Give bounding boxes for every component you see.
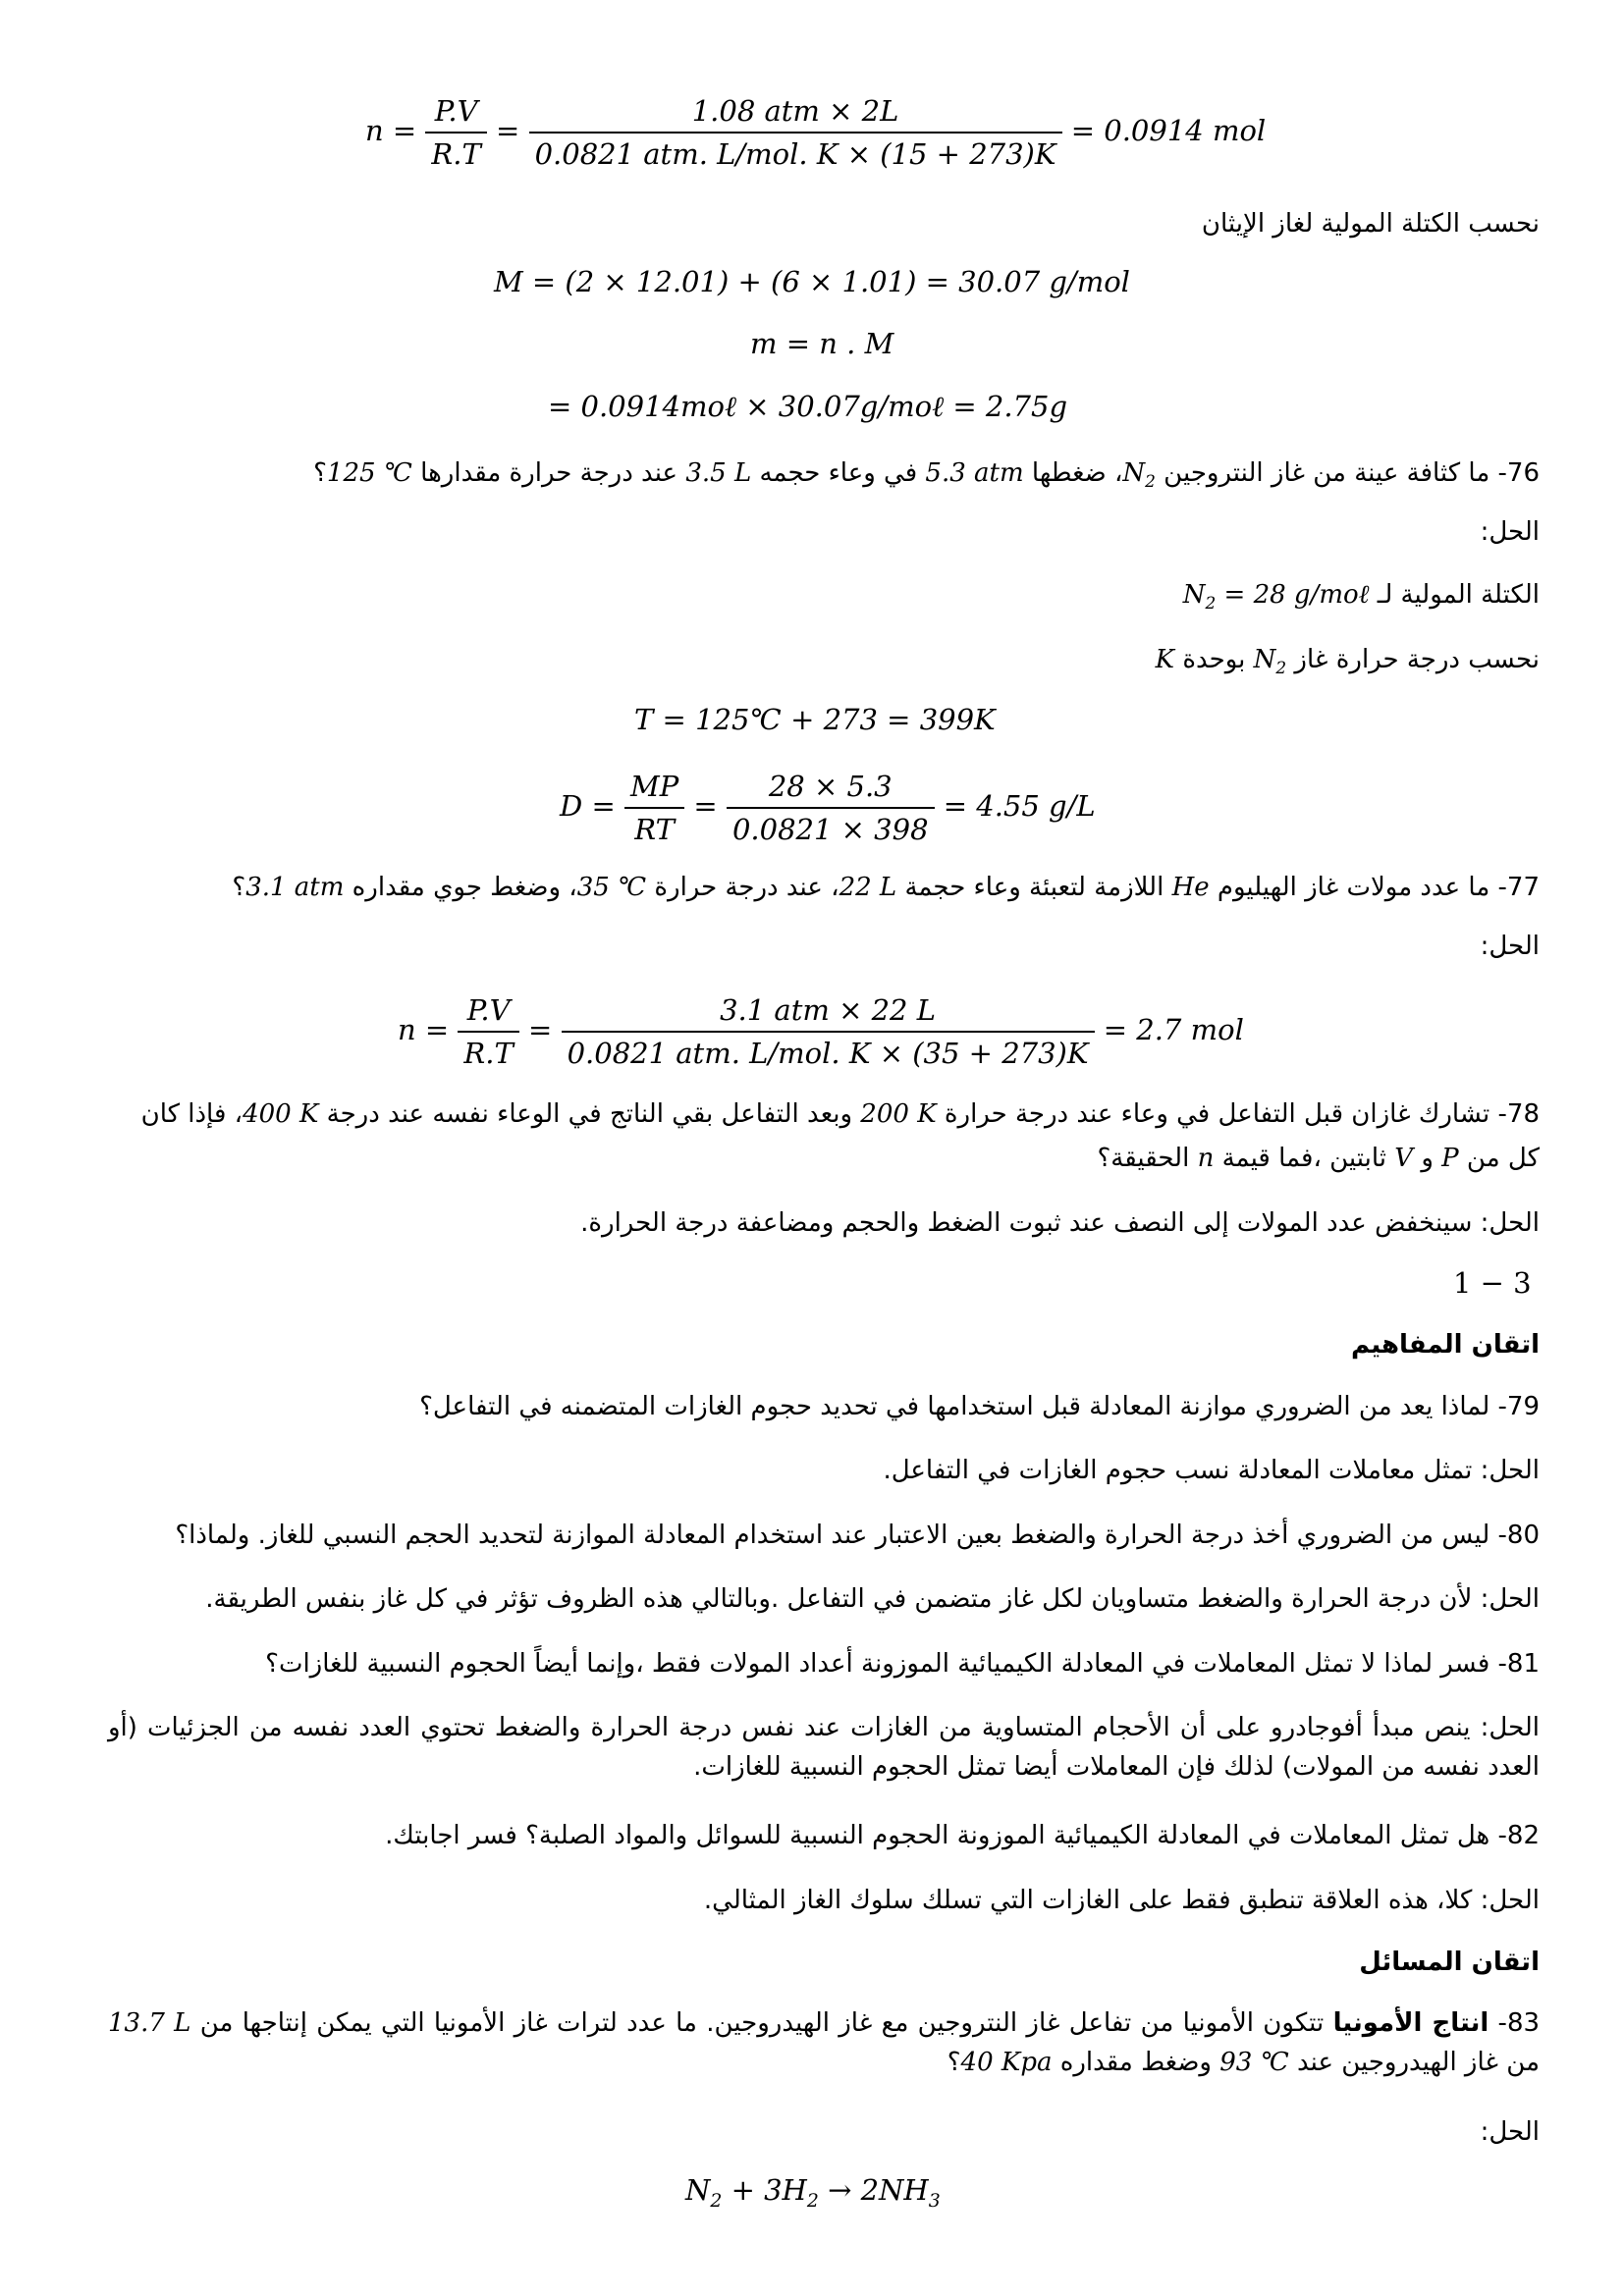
question-78-line1: 78- تشارك غازان قبل التفاعل في وعاء عند درجة حرارة 200 K وبعد التفاعل بقي الناتج في الوعاء نفسه عند درجة 400 K، فإذا كان (140, 1099, 1540, 1129)
question-83: 83- انتاج الأمونيا تتكون الأمونيا من تفاعل غاز النتروجين مع غاز الهيدروجين. ما عدد لترات غاز الأمونيا التي يمكن إنتاجها من 13.7 L من غاز الهيدروجين عند 93 ℃ وضغط مقداره 40 Kpa؟ (108, 2008, 1541, 2077)
equation-temperature: T = 125℃ + 273 = 399K (634, 703, 996, 736)
question-82: 82- هل تمثل المعاملات في المعادلة الكيميائية الموزونة الحجوم النسبية للسوائل والمواد الصلبة؟ فسر اجابتك. (385, 1821, 1540, 1850)
fraction-mp-rt: $\frac{MP}{RT}$ (624, 766, 684, 850)
equation-density: D = $\frac{MP}{RT}$ = $\frac{28 \times 5.3}{0.0821 \times 398}$ = 4.55 g/L (560, 766, 1096, 850)
fraction-values: $\frac{\text{1.08 atm × 2L}}{\text{0.0821 atm. L/mol. K × (15 + 273)K}}$ (529, 90, 1062, 175)
answer-78: الحل: سينخفض عدد المولات إلى النصف عند ثبوت الضغط والحجم ومضاعفة درجة الحرارة. (580, 1208, 1540, 1238)
fraction-pv-rt: $\frac{P.V}{R.T}$ (458, 989, 518, 1074)
equation-molar-mass: M = (2 × 12.01) + (6 × 1.01) = 30.07 g/mol (494, 265, 1130, 298)
equation-moles-helium: n = $\frac{P.V}{R.T}$ = $\frac{\text{3.1 atm × 22 L}}{\text{0.0821 atm. L/mol. K × (35 + 273)K}}$ = 2.7 mol (398, 989, 1244, 1074)
question-78-line2: كل من P و V ثابتين ،فما قيمة n الحقيقة؟ (1097, 1144, 1540, 1173)
heading-problems: اتقان المسائل (1359, 1948, 1540, 1977)
equation-ammonia-reaction: $N_2 + 3H_2 \to 2NH_3$ (685, 2173, 941, 2212)
equation-mass-result: = 0.0914moℓ × 30.07g/moℓ = 2.75g (548, 390, 1068, 423)
heading-concepts: اتقان المفاهيم (1350, 1330, 1540, 1360)
solution-label: الحل: (1480, 932, 1540, 961)
answer-80: الحل: لأن درجة الحرارة والضغط متساويان لكل غاز متضمن في التفاعل .وبالتالي هذه الظروف تؤثر في كل غاز بنفس الطريقة. (205, 1584, 1540, 1614)
answer-81: الحل: ينص مبدأ أفوجادرو على أن الأحجام المتساوية من الغازات عند نفس درجة الحرارة والضغط تحتوي العدد نفسه من الجزئيات (أو العدد نفسه من المولات) لذلك فإن المعاملات أيضا تمثل الحجوم النسبية للغازات. (108, 1713, 1540, 1782)
fraction-density-values: $\frac{28 \times 5.3}{0.0821 \times 398}$ (727, 766, 935, 850)
text-molar-mass-n2: الكتلة المولية لـ $N_2 = 28$ g/moℓ (1182, 580, 1540, 614)
fraction-pv-rt: $\frac{P.V}{R.T}$ (425, 90, 486, 175)
text-temp-n2: نحسب درجة حرارة غاز $N_2$ بوحدة K (1155, 645, 1540, 678)
solution-label: الحل: (1480, 2117, 1540, 2147)
equation-mass: m = n . M (750, 327, 894, 360)
question-81: 81- فسر لماذا لا تمثل المعاملات في المعادلة الكيميائية الموزونة أعداد المولات فقط ،وإنما أيضاً الحجوم النسبية للغازات؟ (265, 1649, 1540, 1679)
answer-79: الحل: تمثل معاملات المعادلة نسب حجوم الغازات في التفاعل. (883, 1456, 1540, 1485)
question-79: 79- لماذا يعد من الضروري موازنة المعادلة قبل استخدامها في تحديد حجوم الغازات المتضمنه في التفاعل؟ (419, 1392, 1540, 1421)
fraction-helium-values: $\frac{\text{3.1 atm × 22 L}}{\text{0.0821 atm. L/mol. K × (35 + 273)K}}$ (562, 989, 1095, 1074)
question-80: 80- ليس من الضروري أخذ درجة الحرارة والضغط بعين الاعتبار عند استخدام المعادلة الموازنة لتحديد الحجم النسبي للغاز. ولماذا؟ (175, 1521, 1540, 1550)
question-77: 77- ما عدد مولات غاز الهيليوم He اللازمة لتعبئة وعاء حجمة 22 L، عند درجة حرارة 35 ℃، وضغط جوي مقداره 3.1 atm؟ (232, 873, 1540, 902)
equation-moles-ethane: n = $\frac{P.V}{R.T}$ = $\frac{\text{1.08 atm × 2L}}{\text{0.0821 atm. L/mol. K × (15 + 273)K}}$ = 0.0914 mol (365, 90, 1266, 175)
question-76: 76- ما كثافة عينة من غاز النتروجين $N_2،$ ضغطها 5.3 atm في وعاء حجمه 3.5 L عند درجة حرارة مقدارها 125 ℃؟ (313, 458, 1540, 492)
solution-label: الحل: (1480, 517, 1540, 547)
section-number: 1 − 3 (1453, 1266, 1532, 1300)
text-molar-mass-ethane: نحسب الكتلة المولية لغاز الإيثان (1201, 209, 1540, 239)
answer-82: الحل: كلا، هذه العلاقة تنطبق فقط على الغازات التي تسلك سلوك الغاز المثالي. (703, 1886, 1540, 1915)
